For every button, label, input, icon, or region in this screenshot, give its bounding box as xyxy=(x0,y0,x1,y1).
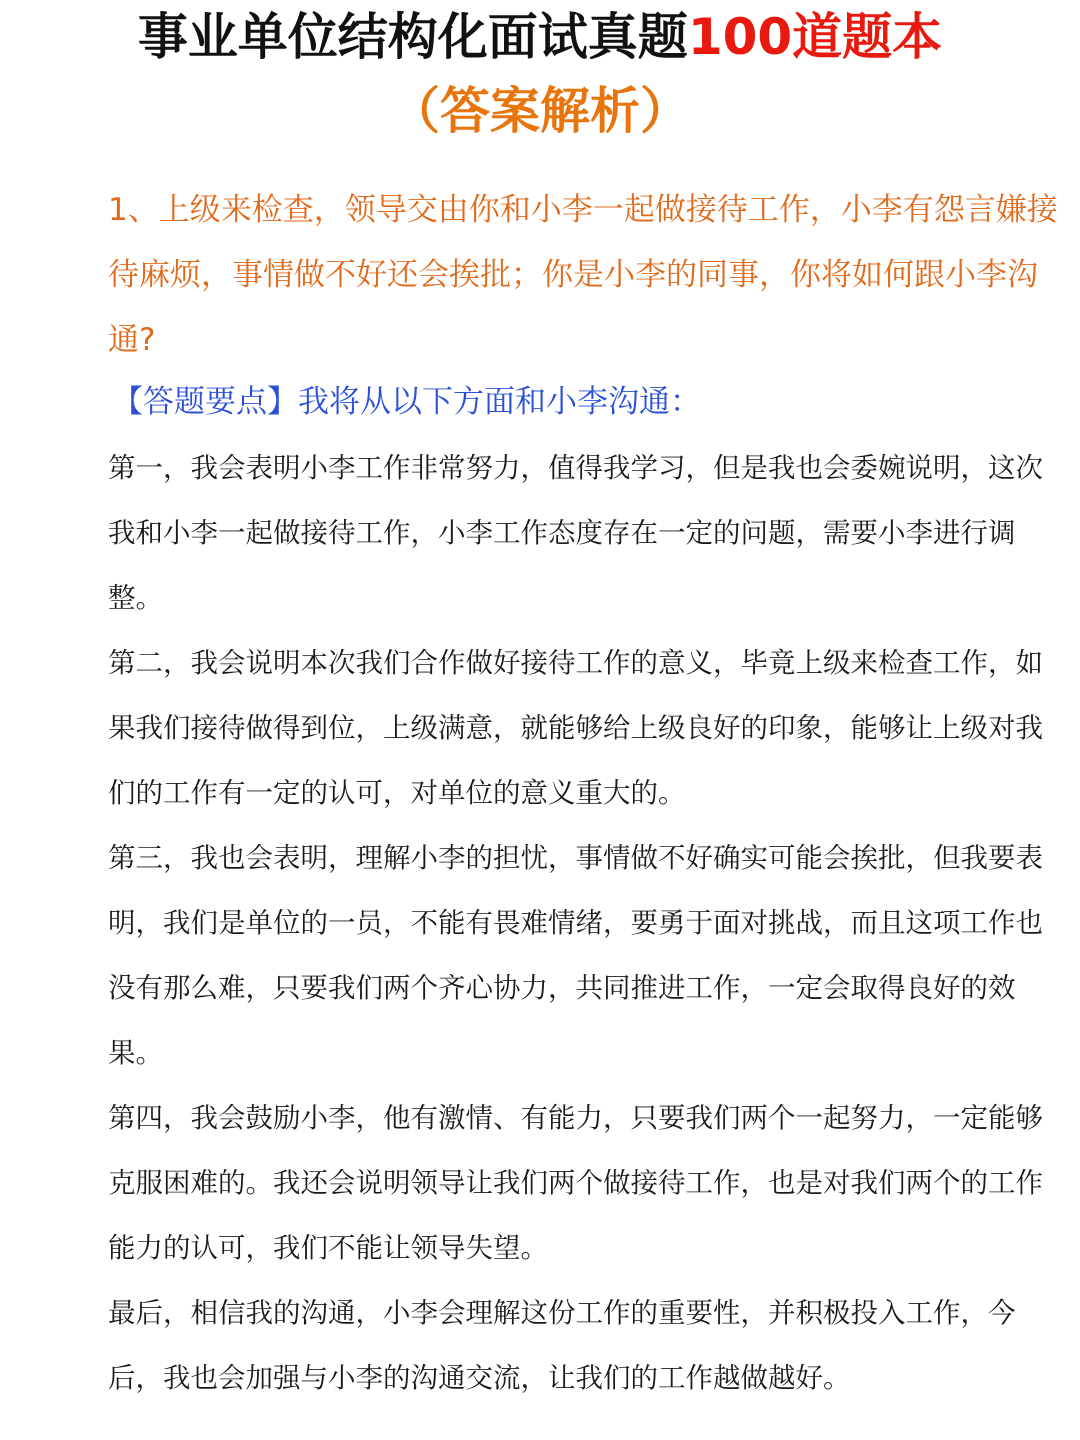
answer-paragraph-2: 第二，我会说明本次我们合作做好接待工作的意义，毕竟上级来检查工作，如果我们接待做得到位，上级满意，就能够给上级良好的印象，能够让上级对我们的工作有一定的认可，对单位的意义重大的。 xyxy=(108,647,1043,809)
answer-paragraph-4: 第四，我会鼓励小李，他有激情、有能力，只要我们两个一起努力，一定能够克服困难的。我还会说明领导让我们两个做接待工作，也是对我们两个的工作能力的认可，我们不能让领导失望。 xyxy=(108,1102,1043,1264)
question-text: 1、上级来检查，领导交由你和小李一起做接待工作，小李有怨言嫌接待麻烦，事情做不好还会挨批；你是小李的同事，你将如何跟小李沟通? xyxy=(108,192,1058,358)
title-main: 事业单位结构化面试真题 xyxy=(137,8,688,66)
answer-paragraph-3: 第三，我也会表明，理解小李的担忧，事情做不好确实可能会挨批，但我要表明，我们是单位的一员，不能有畏难情绪，要勇于面对挑战，而且这项工作也没有那么难，只要我们两个齐心协力，共同推进工作，一定会取得良好的效果。 xyxy=(108,842,1043,1069)
answer-paragraph-1: 第一，我会表明小李工作非常努力，值得我学习，但是我也会委婉说明，这次我和小李一起做接待工作，小李工作态度存在一定的问题，需要小李进行调整。 xyxy=(108,452,1043,614)
document-subtitle: （答案解析） xyxy=(390,82,690,140)
title-accent: 100道题本 xyxy=(687,8,943,66)
document-title xyxy=(0,6,1080,68)
answer-heading: 【答题要点】我将从以下方面和小李沟通： xyxy=(112,384,701,420)
answer-paragraph-5: 最后，相信我的沟通，小李会理解这份工作的重要性，并积极投入工作，今后，我也会加强与小李的沟通交流，让我们的工作越做越好。 xyxy=(108,1297,1016,1394)
